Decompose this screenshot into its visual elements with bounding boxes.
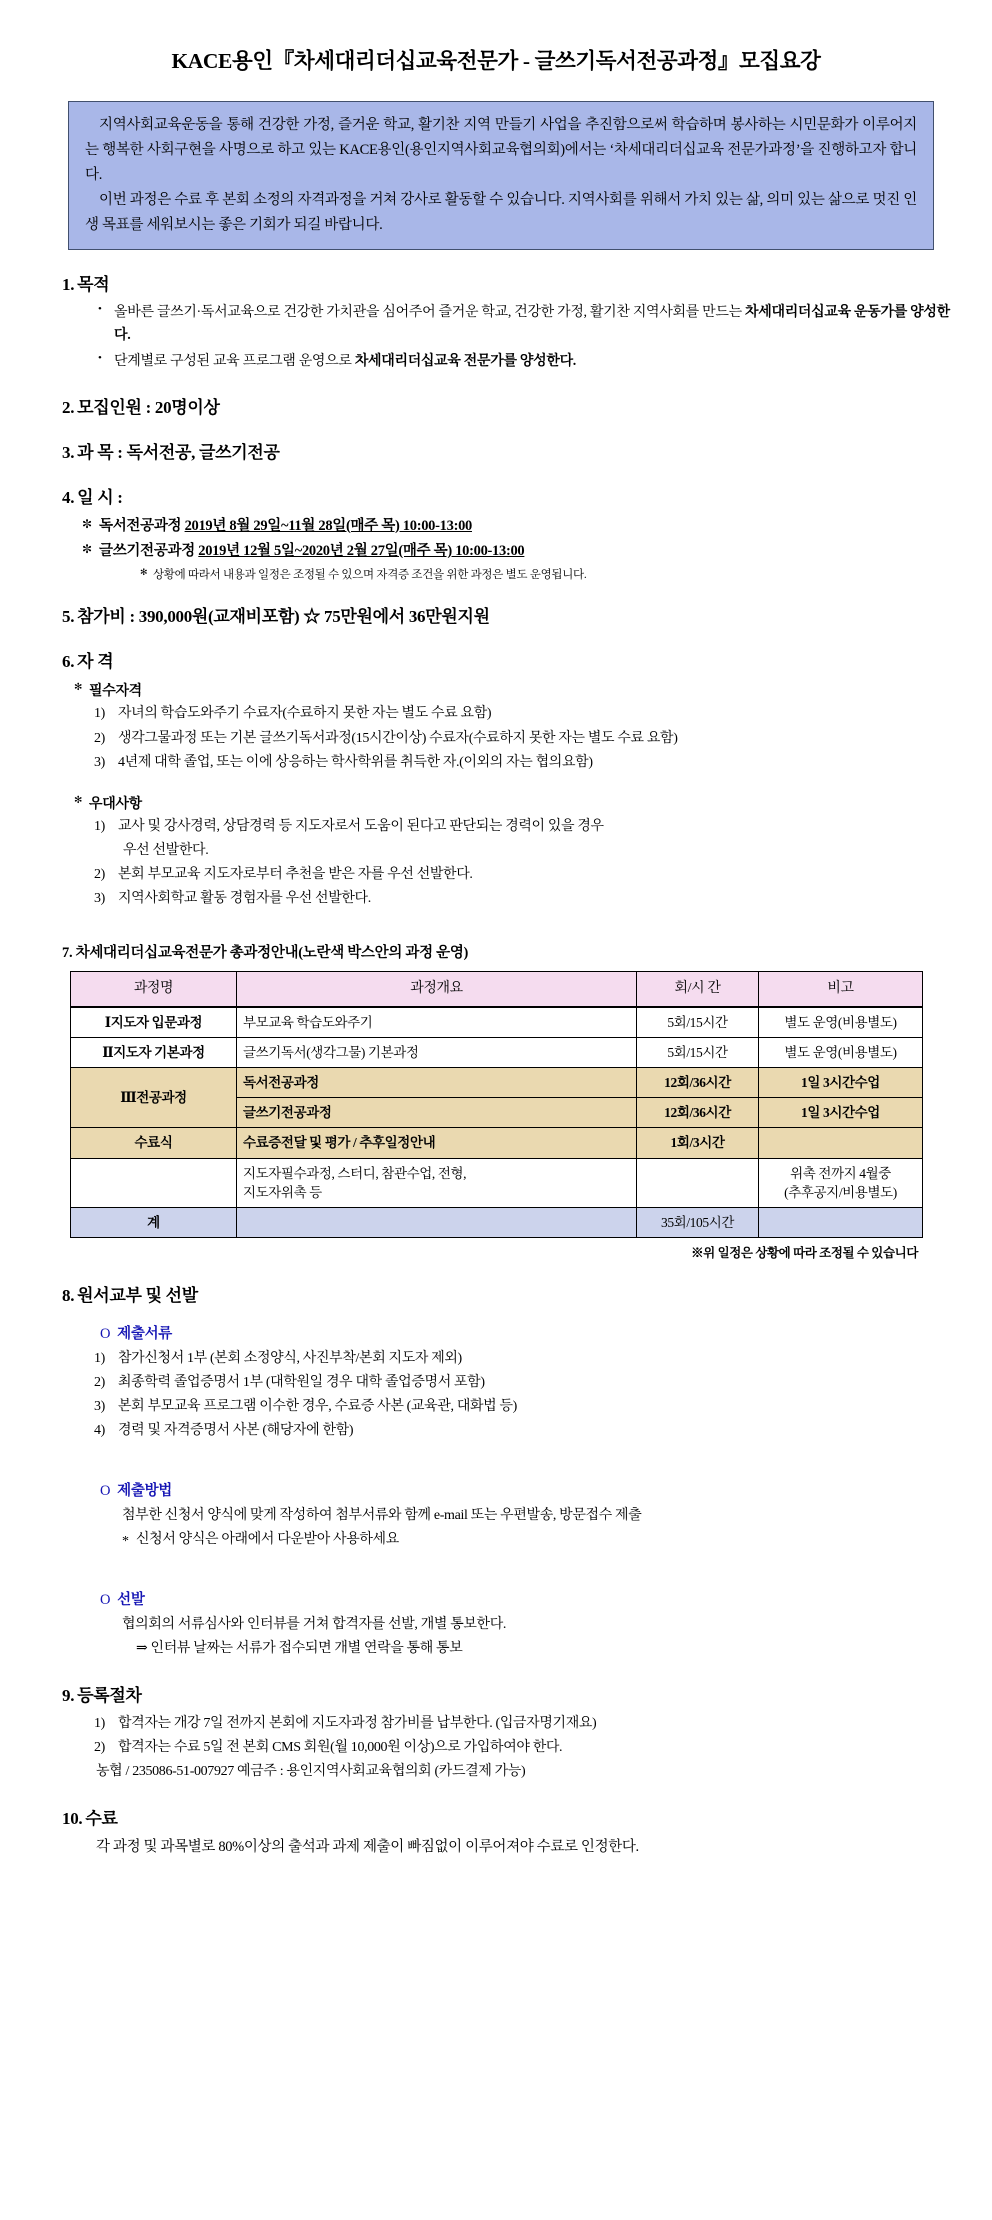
cell-course-overview: 글쓰기독서(생각그물) 기본과정 [237, 1038, 637, 1068]
intro-paragraph-2: 이번 과정은 수료 후 본회 소정의 자격과정을 거쳐 강사로 활동할 수 있습니다. 지역사회를 위해서 가치 있는 삶, 의미 있는 삶으로 멋진 인생 목표를 세워보시는 좋은 기회가 되길 바랍니다. [85, 192, 917, 234]
table-footnote: ※위 일정은 상황에 따라 조정될 수 있습니다 [691, 1246, 918, 1261]
table-body [71, 1007, 923, 1238]
section-heading-7 [62, 941, 952, 962]
spacer [52, 1443, 952, 1463]
cell-course-name: Ⅱ지도자 기본과정 [71, 1038, 237, 1068]
cell-course-name: Ⅲ전공과정 [71, 1068, 237, 1128]
schedule-item-reading [82, 514, 952, 539]
bullet-2-text-a: 단계별로 구성된 교육 프로그램 운영으로 [114, 353, 355, 369]
schedule-item-writing [82, 539, 952, 564]
cell-remarks: 별도 운영(비용별도) [759, 1038, 923, 1068]
table-header [71, 971, 923, 1006]
submission-document-4: 경력 및 자격증명서 사본 (해당자에 한함) [118, 1423, 354, 1439]
required-qualifications-list [94, 702, 952, 774]
section-heading-4 [62, 483, 952, 508]
required-qualifications-heading: ✻ 필수자격 [74, 680, 952, 700]
cell-course-overview [237, 1207, 637, 1237]
section-number-7: 7. [62, 944, 73, 961]
section-number-4: 4. [62, 487, 75, 507]
section-heading-10 [62, 1804, 952, 1829]
submission-document-2: 최종학력 졸업증명서 1부 (대학원일 경우 대학 졸업증명서 포함) [118, 1375, 485, 1391]
list-index: 3) [94, 890, 105, 906]
cell-sessions: 12회/36시간 [637, 1068, 759, 1098]
cell-remarks [759, 1158, 923, 1207]
column-header-course-name: 과정명 [71, 971, 237, 1006]
cell-course-overview [237, 1158, 637, 1207]
section-number-3: 3. [62, 442, 75, 462]
list-item [94, 887, 952, 911]
preferred-qualification-2: 본회 부모교육 지도자로부터 추천을 받은 자를 우선 선발한다. [118, 866, 473, 882]
list-item [94, 727, 952, 751]
section-number-2: 2. [62, 397, 75, 417]
list-index: 2) [94, 1739, 105, 1755]
table-header-row [71, 971, 923, 1006]
schedule-label-reading: 독서전공과정 [99, 517, 185, 534]
schedule-dates-reading: 2019년 8월 29일~11월 28일(매주 목) 10:00-13:00 [184, 517, 472, 534]
section-number-1: 1. [62, 275, 75, 295]
table-row [71, 1158, 923, 1207]
preferred-qualification-1-line-1: 교사 및 강사경력, 상담경력 등 지도자로서 도움이 된다고 판단되는 경력이 있을 경우 [118, 818, 604, 834]
bullet-1-text-a: 올바른 글쓰기·독서교육으로 건강한 가치관을 심어주어 즐거운 학교, 건강한 가정, 활기찬 지역사회를 만드는 [114, 305, 746, 321]
document-body [0, 270, 992, 1859]
section-title-6: 자 격 [77, 652, 114, 672]
circle-bullet-icon: O [100, 1483, 111, 1500]
cell-remarks [759, 1207, 923, 1237]
bank-account-line: 농협 / 235086-51-007927 예금주 : 용인지역사회교육협의회 (카드결제 가능) [96, 1763, 526, 1779]
section-title-8: 원서교부 및 선발 [77, 1286, 198, 1306]
cell-sessions: 5회/15시간 [637, 1038, 759, 1068]
cell-sessions: 5회/15시간 [637, 1007, 759, 1038]
cell-course-overview: 글쓰기전공과정 [237, 1098, 637, 1128]
intro-paragraph-1: 지역사회교육운동을 통해 건강한 가정, 즐거운 학교, 활기찬 지역 만들기 사업을 추진함으로써 학습하며 봉사하는 시민문화가 이루어지는 행복한 사회구현을 사명으로 하고 있는 KACE용인(용인지역사회교육협의회)에서는 ‘차세대리더십교육 전문가과정’을 진행하고자 합니다. [85, 117, 917, 184]
page-title: KACE용인『차세대리더십교육전문가 - 글쓰기독서전공과정』모집요강 [171, 49, 821, 73]
list-index: 3) [94, 754, 105, 770]
list-item [94, 1419, 952, 1443]
preferred-qualification-1-line-2: 우선 선발한다. [123, 842, 209, 858]
cell-remarks-line-2: (추후공지/비용별도) [784, 1184, 897, 1200]
registration-step-2: 합격자는 수료 5일 전 본회 CMS 회원(월 10,000원 이상)으로 가입하여야 한다. [118, 1739, 563, 1755]
section-title-7: 차세대리더십교육전문가 총과정안내(노란색 박스안의 과정 운영) [75, 944, 469, 961]
submission-document-3: 본회 부모교육 프로그램 이수한 경우, 수료증 사본 (교육관, 대화법 등) [118, 1399, 517, 1415]
cell-course-overview: 독서전공과정 [237, 1068, 637, 1098]
section-title-9: 등록절차 [77, 1685, 142, 1705]
section-heading-9 [62, 1681, 952, 1706]
preferred-qualification-3: 지역사회학교 활동 경험자를 우선 선발한다. [118, 890, 371, 906]
section-title-4: 일 시 : [77, 487, 123, 507]
schedule-dates-writing: 2019년 12월 5일~2020년 2월 27일(매주 목) 10:00-13:00 [198, 543, 525, 560]
submission-documents-label: 제출서류 [117, 1326, 172, 1343]
cell-course-name: Ⅰ지도자 입문과정 [71, 1007, 237, 1038]
section-heading-6 [62, 647, 952, 672]
list-index: 1) [94, 706, 105, 722]
table-row [71, 1038, 923, 1068]
table-row [71, 1007, 923, 1038]
section-number-6: 6. [62, 652, 75, 672]
submission-document-1: 참가신청서 1부 (본회 소정양식, 사진부착/본회 지도자 제외) [118, 1351, 462, 1367]
required-qualification-1: 자녀의 학습도와주기 수료자(수료하지 못한 자는 별도 수료 요함) [118, 706, 492, 722]
list-item [94, 815, 952, 863]
column-header-remarks: 비고 [759, 971, 923, 1006]
list-index: 1) [94, 1715, 105, 1731]
required-qualification-2: 생각그물과정 또는 기본 글쓰기독서과정(15시간이상) 수료자(수료하지 못한 자는 별도 수료 요함) [118, 730, 678, 746]
list-item [94, 751, 952, 775]
list-index: 1) [94, 818, 105, 834]
section-heading-5 [62, 602, 952, 627]
schedule-note: ✻ 상황에 따라서 내용과 일정은 조정될 수 있으며 자격증 조건을 위한 과정은 별도 운영됩니다. [140, 566, 952, 582]
submission-documents-list [94, 1347, 952, 1443]
list-item [98, 350, 952, 373]
section-title-1: 목적 [77, 275, 110, 295]
section-4-schedule-list [82, 514, 952, 565]
section-number-8: 8. [62, 1286, 75, 1306]
section-number-5: 5. [62, 607, 75, 627]
list-item [94, 1347, 952, 1371]
preferred-qualifications-heading: ✻ 우대사항 [74, 793, 952, 813]
cell-course-name: 계 [71, 1207, 237, 1237]
registration-steps-list [94, 1712, 952, 1760]
submission-documents-heading [100, 1322, 952, 1343]
column-header-sessions: 회/시 간 [637, 971, 759, 1006]
course-overview-table [70, 971, 923, 1238]
cell-sessions: 12회/36시간 [637, 1098, 759, 1128]
circle-bullet-icon: O [100, 1326, 111, 1343]
selection-heading [100, 1588, 952, 1609]
list-item [94, 1395, 952, 1419]
list-index: 2) [94, 1375, 105, 1391]
completion-requirement-line: 각 과정 및 과목별로 80%이상의 출석과 과제 제출이 빠짐없이 이루어져야 수료로 인정한다. [96, 1838, 639, 1855]
section-title-3: 과 목 : 독서전공, 글쓰기전공 [77, 442, 280, 462]
submission-method-line-2: * 신청서 양식은 아래에서 다운받아 사용하세요 [122, 1528, 952, 1552]
spacer [52, 775, 952, 785]
section-number-9: 9. [62, 1685, 75, 1705]
section-number-10: 10. [62, 1808, 83, 1828]
cell-sessions [637, 1158, 759, 1207]
list-index: 4) [94, 1423, 105, 1439]
list-item [98, 301, 952, 347]
section-1-bullets [98, 301, 952, 372]
section-title-10: 수료 [85, 1808, 118, 1828]
cell-overview-line-1: 지도자필수과정, 스터디, 참관수업, 전형, [243, 1165, 467, 1181]
cell-remarks-line-1: 위촉 전까지 4월중 [790, 1165, 891, 1181]
list-item [94, 702, 952, 726]
list-item [94, 1371, 952, 1395]
list-index: 2) [94, 866, 105, 882]
section-heading-3 [62, 438, 952, 463]
required-qualification-3: 4년제 대학 졸업, 또는 이에 상응하는 학사학위를 취득한 자.(이외의 자는 협의요함) [118, 754, 593, 770]
bullet-1-text-b: 차세대리더십교육 운동가를 양성한다. [114, 305, 950, 344]
cell-sessions-total: 35회/105시간 [637, 1207, 759, 1237]
cell-remarks: 별도 운영(비용별도) [759, 1007, 923, 1038]
section-title-2: 모집인원 : 20명이상 [77, 397, 220, 417]
cell-overview-line-2: 지도자위촉 등 [243, 1184, 322, 1200]
cell-remarks [759, 1128, 923, 1158]
list-index: 3) [94, 1399, 105, 1415]
list-index: 1) [94, 1351, 105, 1367]
list-item [94, 863, 952, 887]
list-index: 2) [94, 730, 105, 746]
selection-line-1: 협의회의 서류심사와 인터뷰를 거쳐 합격자를 선발, 개별 통보한다. [122, 1617, 507, 1632]
selection-label: 선발 [117, 1592, 145, 1608]
column-header-course-overview: 과정개요 [237, 971, 637, 1006]
submission-method-heading [100, 1479, 952, 1500]
section-title-5: 참가비 : 390,000원(교재비포함) ☆ 75만원에서 36만원지원 [77, 607, 490, 627]
section-heading-8 [62, 1281, 952, 1306]
table-row [71, 1068, 923, 1098]
section-heading-2 [62, 393, 952, 418]
registration-step-1: 합격자는 개강 7일 전까지 본회에 지도자과정 참가비를 납부한다. (입금자명기재요) [118, 1715, 597, 1731]
selection-line-2: ⇒ 인터뷰 날짜는 서류가 접수되면 개별 연락을 통해 통보 [136, 1640, 463, 1656]
circle-bullet-icon: O [100, 1592, 111, 1608]
spacer [52, 1552, 952, 1572]
submission-method-label: 제출방법 [117, 1483, 172, 1500]
preferred-qualifications-list [94, 815, 952, 911]
submission-method-line-1: 첨부한 신청서 양식에 맞게 작성하여 첨부서류와 함께 e-mail 또는 우편발송, 방문접수 제출 [122, 1508, 642, 1524]
cell-sessions: 1회/3시간 [637, 1128, 759, 1158]
table-row-total [71, 1207, 923, 1237]
list-item [94, 1712, 952, 1736]
section-heading-1 [62, 270, 952, 295]
bullet-2-text-b: 차세대리더십교육 전문가를 양성한다. [354, 353, 576, 369]
cell-remarks: 1일 3시간수업 [759, 1068, 923, 1098]
cell-course-overview: 부모교육 학습도와주기 [237, 1007, 637, 1038]
list-item [94, 1736, 952, 1760]
schedule-label-writing: 글쓰기전공과정 [99, 543, 199, 560]
cell-course-overview: 수료증전달 및 평가 / 추후일정안내 [237, 1128, 637, 1158]
cell-course-name [71, 1158, 237, 1207]
cell-course-name: 수료식 [71, 1128, 237, 1158]
intro-notice-box [68, 101, 934, 250]
table-row [71, 1128, 923, 1158]
cell-remarks: 1일 3시간수업 [759, 1098, 923, 1128]
